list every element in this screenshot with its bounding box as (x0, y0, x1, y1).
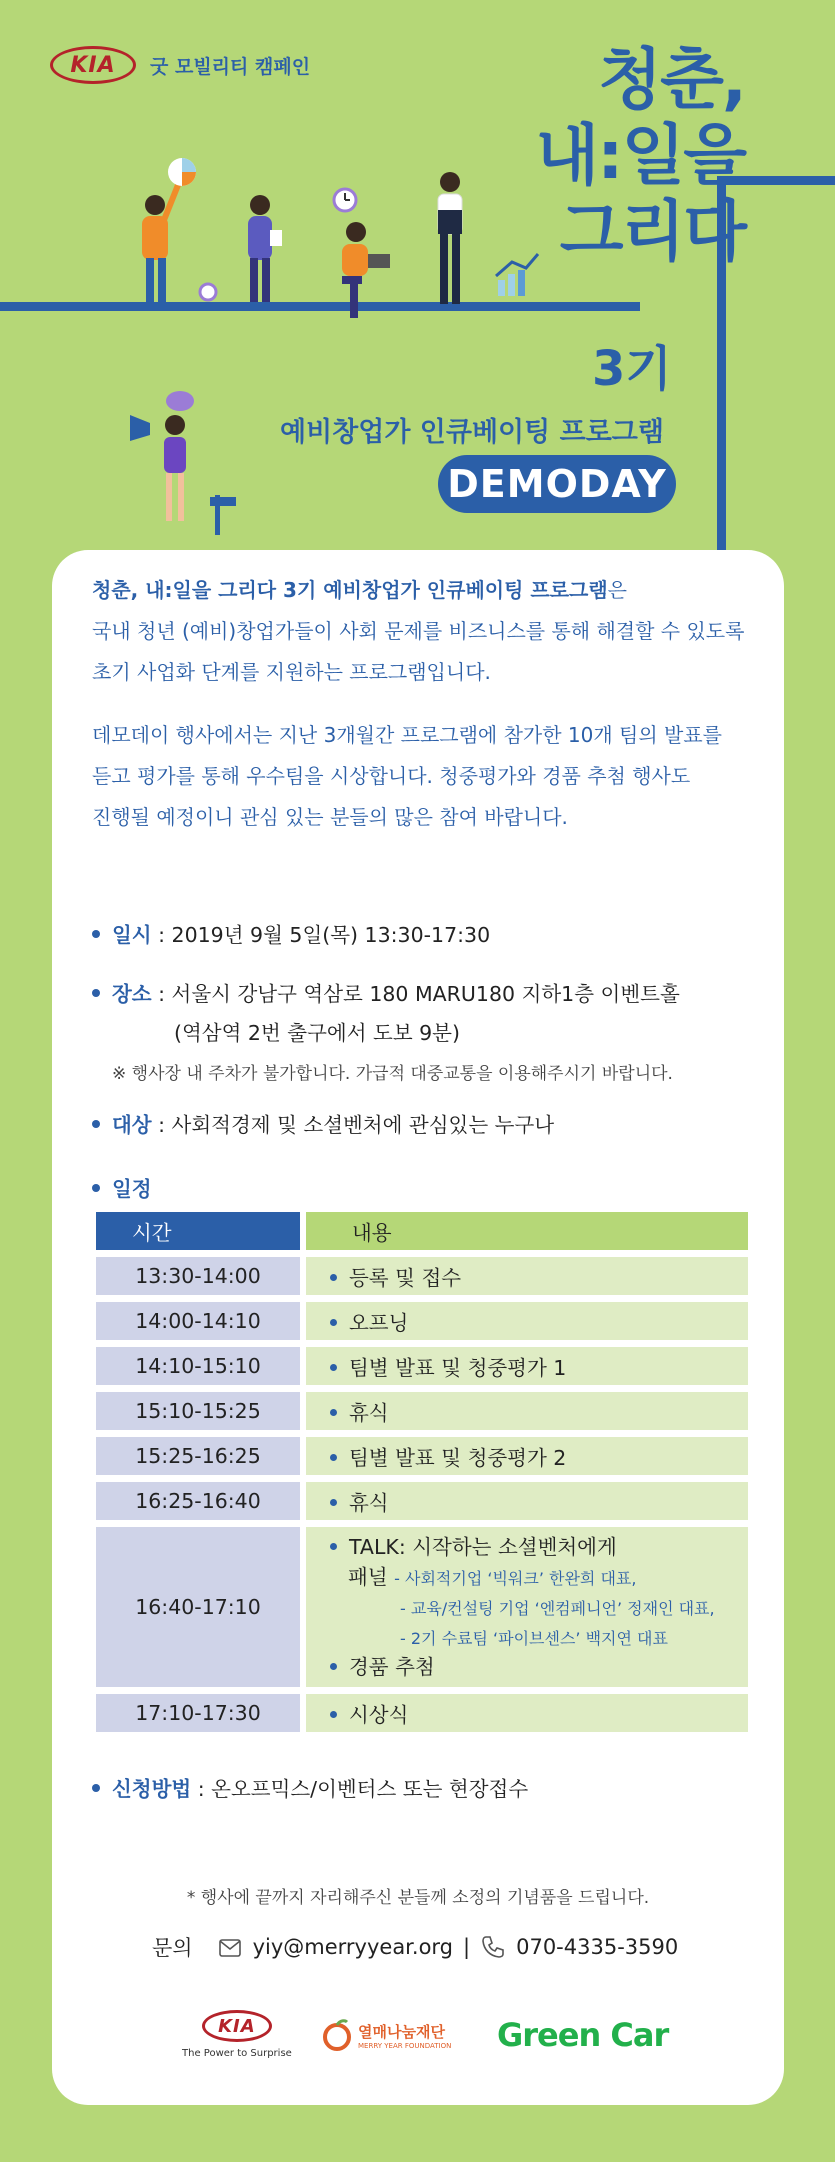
title-line: 청춘, (598, 41, 745, 118)
person-icon (142, 180, 180, 302)
contact-phone[interactable]: 070-4335-3590 (516, 1935, 679, 1959)
row-content-text: 팀별 발표 및 청중평가 2 (349, 1446, 567, 1470)
bullet-icon (330, 1274, 337, 1281)
column-header-time: 시간 (96, 1212, 300, 1250)
panel-member: - 사회적기업 ‘빅워크’ 한완희 대표, (394, 1569, 637, 1588)
contact-label: 문의 (152, 1936, 193, 1960)
intro-text (92, 570, 762, 860)
parking-note: ※ 행사장 내 주차가 불가합니다. 가급적 대중교통을 이용해주시기 바랍니다. (112, 1064, 673, 1084)
row-content-text: 휴식 (349, 1491, 389, 1515)
bullet-icon (330, 1364, 337, 1371)
signpost-icon (210, 495, 236, 535)
merry-year-sub: MERRY YEAR FOUNDATION (358, 2041, 452, 2050)
woman-megaphone-illustration (120, 385, 260, 545)
table-row (96, 1392, 748, 1430)
campaign-name: 굿 모빌리티 캠페인 (150, 55, 311, 78)
date-label: 일시 (112, 923, 152, 947)
generation-label: 3기 (592, 341, 672, 397)
table-row (96, 1257, 748, 1295)
bullet-icon (330, 1454, 337, 1461)
row-time: 15:25-16:25 (96, 1437, 300, 1475)
row-content (306, 1527, 748, 1687)
apply-method (92, 1772, 772, 1802)
row-content-text: 등록 및 접수 (349, 1266, 462, 1290)
panel-member: - 교육/컨설팅 기업 ‘엔컴페니언’ 정재인 대표, (400, 1599, 715, 1618)
bullet-icon (92, 1784, 100, 1792)
intro-text-part: 은 (607, 578, 627, 602)
row-content-text: 팀별 발표 및 청중평가 1 (349, 1356, 567, 1380)
intro-line: 초기 사업화 단계를 지원하는 프로그램입니다. (92, 660, 491, 684)
fruit-icon (320, 2018, 354, 2052)
bullet-icon (92, 989, 100, 997)
bullet-icon (92, 1120, 100, 1128)
bullet-icon (330, 1543, 337, 1550)
target-value: : 사회적경제 및 소셜벤처에 관심있는 누구나 (151, 1113, 555, 1137)
person-icon (438, 172, 462, 304)
table-header-row (96, 1212, 748, 1250)
intro-program-name: 청춘, 내:일을 그리다 3기 예비창업가 인큐베이팅 프로그램 (92, 578, 608, 602)
panel-label: 패널 (348, 1565, 388, 1589)
bar-chart-icon (496, 254, 538, 296)
bullet-icon (330, 1711, 337, 1718)
row-time: 14:10-15:10 (96, 1347, 300, 1385)
table-row (96, 1437, 748, 1475)
mail-icon (217, 1934, 243, 1960)
person-icon (342, 222, 390, 318)
intro-line: 듣고 평가를 통해 우수팀을 시상합니다. 청중평가와 경품 추첨 행사도 (92, 764, 691, 788)
place-label: 장소 (112, 982, 152, 1006)
table-row (96, 1302, 748, 1340)
event-place (92, 975, 772, 1094)
row-content (306, 1392, 748, 1430)
content-card (52, 550, 784, 2105)
bullet-icon (330, 1663, 337, 1670)
apply-label: 신청방법 (112, 1777, 192, 1801)
kia-sponsor-logo (182, 2010, 292, 2059)
bullet-icon (330, 1409, 337, 1416)
title-line: 그리다 (559, 193, 745, 270)
title-line: 내:일을 (535, 117, 745, 194)
merry-year-name: 열매나눔재단 (358, 2022, 445, 2041)
target-label: 대상 (112, 1113, 152, 1137)
schedule-label: 일정 (112, 1177, 152, 1201)
talk-title: TALK: 시작하는 소셜벤처에게 (349, 1535, 617, 1559)
schedule-table (90, 1205, 754, 1739)
event-target (92, 1108, 772, 1138)
bullet-icon (330, 1499, 337, 1506)
schedule-heading (92, 1172, 772, 1202)
merry-year-logo (320, 2018, 451, 2052)
contact-info (152, 1932, 678, 1962)
row-content-text: 휴식 (349, 1401, 389, 1425)
panel-member: - 2기 수료팀 ‘파이브센스’ 백지연 대표 (400, 1629, 668, 1648)
row-content-text: 오프닝 (349, 1311, 409, 1335)
contact-separator: | (463, 1935, 471, 1959)
row-content-text: 시상식 (349, 1703, 409, 1727)
row-content (306, 1482, 748, 1520)
row-content (306, 1257, 748, 1295)
kia-tagline: The Power to Surprise (182, 2048, 292, 2059)
row-time: 14:00-14:10 (96, 1302, 300, 1340)
row-content (306, 1302, 748, 1340)
souvenir-note: * 행사에 끝까지 자리해주신 분들께 소정의 기념품을 드립니다. (186, 1888, 650, 1908)
row-time: 17:10-17:30 (96, 1694, 300, 1732)
main-title (535, 42, 745, 270)
table-row (96, 1694, 748, 1732)
pie-chart-icon (168, 158, 196, 186)
program-name: 예비창업가 인큐베이팅 프로그램 (280, 417, 664, 448)
intro-line: 국내 청년 (예비)창업가들이 사회 문제를 비즈니스를 통해 해결할 수 있도록 (92, 619, 745, 643)
date-value: : 2019년 9월 5일(목) 13:30-17:30 (151, 923, 491, 947)
column-header-content: 내용 (306, 1212, 748, 1250)
row-time: 16:25-16:40 (96, 1482, 300, 1520)
prize-draw: 경품 추첨 (349, 1655, 435, 1679)
sponsor-logos (52, 2010, 784, 2070)
chat-bubble-icon (166, 391, 194, 411)
bullet-icon (330, 1319, 337, 1326)
event-date (92, 918, 772, 948)
bullet-icon (92, 1184, 100, 1192)
row-time: 13:30-14:00 (96, 1257, 300, 1295)
green-car-logo: Green Car (497, 2016, 669, 2054)
location-pin-icon (200, 284, 216, 300)
contact-email[interactable]: yiy@merryyear.org (252, 1935, 454, 1959)
hero-banner (0, 0, 835, 560)
row-time: 15:10-15:25 (96, 1392, 300, 1430)
phone-icon (480, 1934, 506, 1960)
row-content (306, 1437, 748, 1475)
person-icon (130, 415, 186, 521)
table-row (96, 1482, 748, 1520)
intro-line: 데모데이 행사에서는 지난 3개월간 프로그램에 참가한 10개 팀의 발표를 (92, 723, 722, 747)
clock-icon (334, 189, 356, 211)
table-row (96, 1347, 748, 1385)
brand (50, 46, 310, 84)
row-time: 16:40-17:10 (96, 1527, 300, 1687)
place-value: : 서울시 강남구 역삼로 180 MARU180 지하1층 이벤트홀 (151, 982, 680, 1006)
place-sub: (역삼역 2번 출구에서 도보 9분) (174, 1021, 460, 1045)
kia-logo: KIA (202, 2010, 272, 2042)
apply-value: : 온오프믹스/이벤터스 또는 현장접수 (191, 1777, 529, 1801)
row-content (306, 1694, 748, 1732)
row-content (306, 1347, 748, 1385)
people-illustration (120, 150, 540, 350)
person-icon (248, 195, 282, 302)
intro-line: 진행될 예정이니 관심 있는 분들의 많은 참여 바랍니다. (92, 805, 568, 829)
kia-logo: KIA (50, 46, 136, 84)
bullet-icon (92, 930, 100, 938)
demoday-badge: DEMODAY (438, 455, 676, 513)
table-row-talk (96, 1527, 748, 1687)
